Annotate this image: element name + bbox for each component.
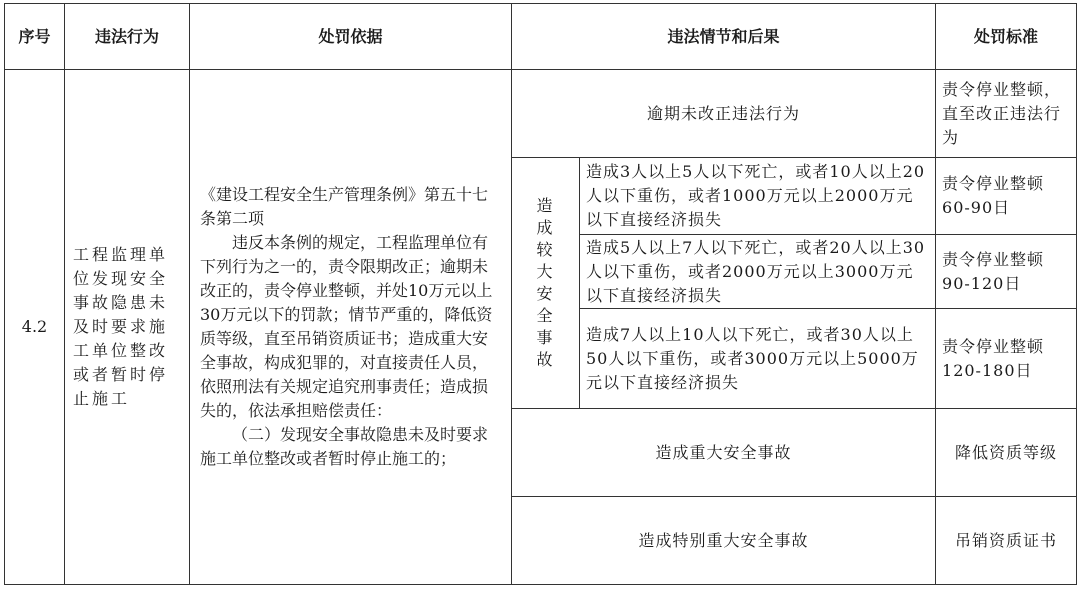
- cell-serious-standard-2: 责令停业整顿90-120日: [936, 235, 1077, 309]
- cell-basis: [190, 70, 512, 585]
- header-behavior: 违法行为: [65, 4, 190, 70]
- header-basis: 处罚依据: [190, 4, 512, 70]
- serious-label-text: 造成较大安全事故: [536, 195, 555, 369]
- cell-major-circumstance: 造成重大安全事故: [512, 409, 936, 497]
- header-standard: 处罚标准: [936, 4, 1077, 70]
- cell-serious-circumstance-2: 造成5人以上7人以下死亡，或者20人以上30人以下重伤，或者2000万元以上3000万元以下直接经济损失: [580, 235, 936, 309]
- basis-paragraph-2: 违反本条例的规定，工程监理单位有下列行为之一的，责令限期改正；逾期未改正的，责令停业整顿，并处10万元以上30万元以下的罚款；情节严重的，降低资质等级，直至吊销资质证书；造成重大安全事故，构成犯罪的，对直接责任人员，依照刑法有关规定追究刑事责任；造成损失的，依法承担赔偿责任：: [200, 233, 493, 420]
- cell-serious-label: [512, 158, 580, 409]
- header-circumstance: 违法情节和后果: [512, 4, 936, 70]
- cell-especially-major-circumstance: 造成特别重大安全事故: [512, 497, 936, 585]
- basis-paragraph-1: 《建设工程安全生产管理条例》第五十七条第二项: [200, 185, 489, 228]
- cell-overdue-standard: 责令停业整顿，直至改正违法行为: [936, 70, 1077, 158]
- basis-paragraph-3: （二）发现安全事故隐患未及时要求施工单位整改或者暂时停止施工的；: [200, 425, 489, 468]
- table-row: [5, 70, 1077, 158]
- cell-overdue-circumstance: 逾期未改正违法行为: [512, 70, 936, 158]
- cell-serious-circumstance-3: 造成7人以上10人以下死亡，或者30人以上50人以下重伤，或者3000万元以上5000万元以下直接经济损失: [580, 309, 936, 409]
- cell-major-standard: 降低资质等级: [936, 409, 1077, 497]
- cell-serious-circumstance-1: 造成3人以上5人以下死亡，或者10人以上20人以下重伤，或者1000万元以上2000万元以下直接经济损失: [580, 158, 936, 235]
- header-seq: 序号: [5, 4, 65, 70]
- cell-serious-standard-3: 责令停业整顿120-180日: [936, 309, 1077, 409]
- cell-seq: 4.2: [5, 70, 65, 585]
- table-header-row: [5, 4, 1077, 70]
- cell-especially-major-standard: 吊销资质证书: [936, 497, 1077, 585]
- cell-serious-standard-1: 责令停业整顿60-90日: [936, 158, 1077, 235]
- penalty-table: [4, 3, 1077, 585]
- cell-behavior: 工程监理单位发现安全事故隐患未及时要求施工单位整改或者暂时停止施工: [65, 70, 190, 585]
